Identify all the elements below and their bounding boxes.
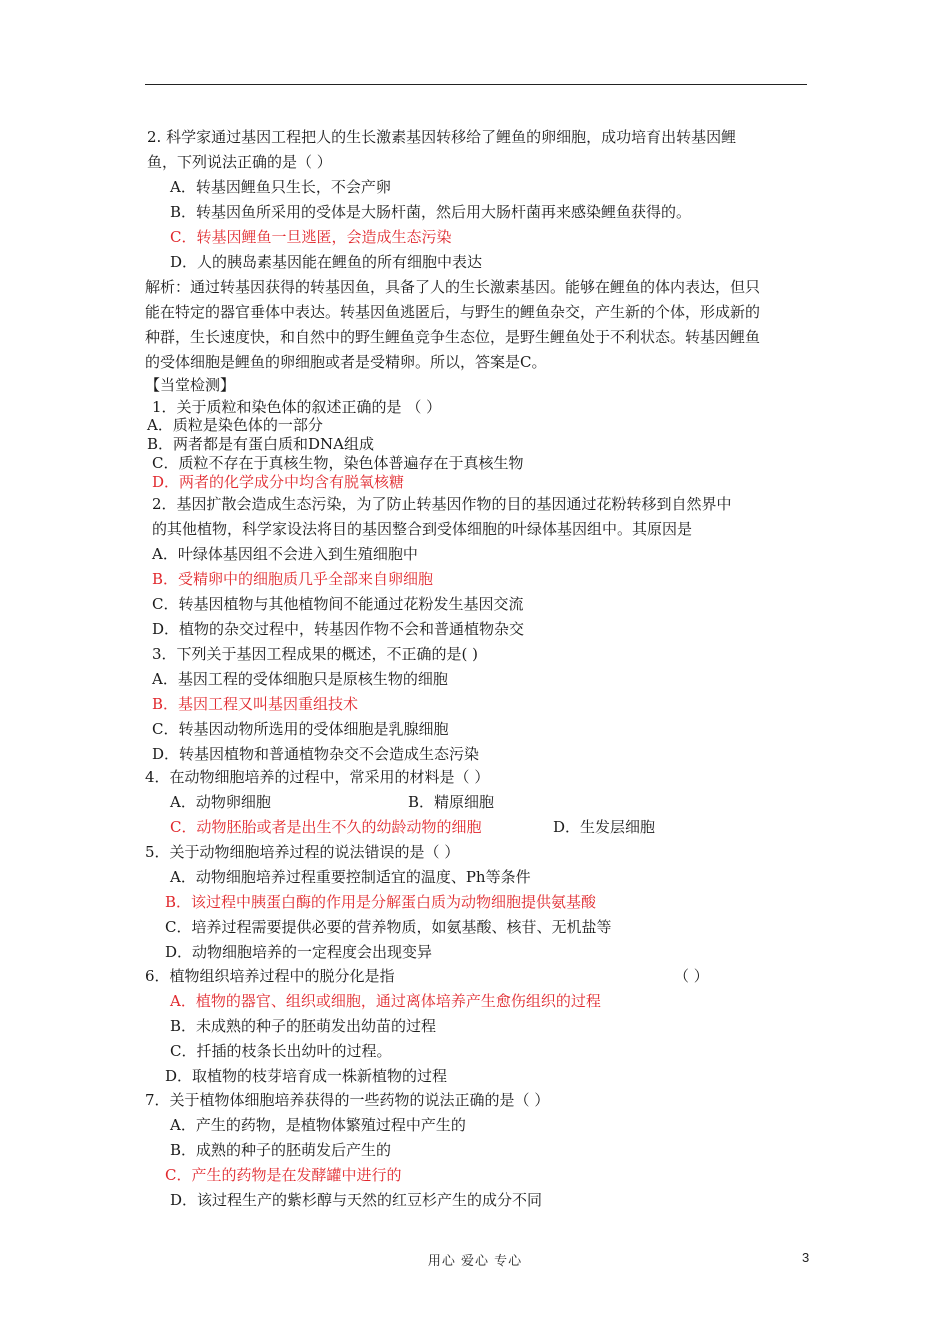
- text-line: B．两者都是有蛋白质和DNA组成: [147, 435, 375, 453]
- text-line: C．转基因动物所选用的受体细胞是乳腺细胞: [152, 720, 449, 738]
- header-rule: [145, 84, 807, 85]
- text-line: D．动物细胞培养的一定程度会出现变异: [165, 943, 433, 961]
- text-line: D．该过程生产的紫杉醇与天然的红豆杉产生的成分不同: [170, 1191, 543, 1209]
- text-line: B．精原细胞: [408, 793, 495, 811]
- text-line: 3．下列关于基因工程成果的概述，不正确的是( ): [152, 645, 479, 663]
- text-line: 鱼，下列说法正确的是（ ）: [147, 153, 332, 171]
- text-line: B．未成熟的种子的胚萌发出幼苗的过程: [170, 1017, 437, 1035]
- text-line: C．转基因植物与其他植物间不能通过花粉发生基因交流: [152, 595, 524, 613]
- text-line: C．动物胚胎或者是出生不久的幼龄动物的细胞: [170, 818, 482, 836]
- text-line: 能在特定的器官垂体中表达。转基因鱼逃匿后，与野生的鲤鱼杂交，产生新的个体，形成新的: [145, 303, 761, 321]
- text-line: D．人的胰岛素基因能在鲤鱼的所有细胞中表达: [170, 253, 483, 271]
- text-line: A．叶绿体基因组不会进入到生殖细胞中: [152, 545, 418, 563]
- text-line: 4．在动物细胞培养的过程中，常采用的材料是（ ）: [145, 768, 490, 786]
- text-line: （ ）: [674, 967, 709, 985]
- text-line: A．产生的药物，是植物体繁殖过程中产生的: [170, 1116, 466, 1134]
- text-line: 的其他植物，科学家设法将目的基因整合到受体细胞的叶绿体基因组中。其原因是: [152, 520, 693, 538]
- text-line: 6．植物组织培养过程中的脱分化是指: [145, 967, 395, 985]
- text-line: C．产生的药物是在发酵罐中进行的: [165, 1166, 402, 1184]
- text-line: A．质粒是染色体的一部分: [147, 416, 323, 434]
- text-line: A．动物卵细胞: [170, 793, 271, 811]
- text-line: 解析：通过转基因获得的转基因鱼，具备了人的生长激素基因。能够在鲤鱼的体内表达，但只: [145, 278, 761, 296]
- text-line: 【当堂检测】: [145, 376, 236, 394]
- text-line: B．受精卵中的细胞质几乎全部来自卵细胞: [152, 570, 434, 588]
- footer-motto: 用心 爱心 专心: [427, 1254, 523, 1269]
- text-line: C．扦插的枝条长出幼叶的过程。: [170, 1042, 392, 1060]
- text-line: B．该过程中胰蛋白酶的作用是分解蛋白质为动物细胞提供氨基酸: [165, 893, 597, 911]
- text-line: D．生发层细胞: [553, 818, 656, 836]
- text-line: A．转基因鲤鱼只生长，不会产卵: [170, 178, 391, 196]
- page-number: 3: [802, 1250, 810, 1265]
- text-line: 7．关于植物体细胞培养获得的一些药物的说法正确的是（ ）: [145, 1091, 550, 1109]
- text-line: B．成熟的种子的胚萌发后产生的: [170, 1141, 392, 1159]
- text-line: B．基因工程又叫基因重组技术: [152, 695, 359, 713]
- text-line: 种群，生长速度快，和自然中的野生鲤鱼竞争生态位，是野生鲤鱼处于不利状态。转基因鲤鱼: [145, 328, 761, 346]
- text-line: A．动物细胞培养过程重要控制适宜的温度、Ph等条件: [170, 868, 531, 886]
- text-line: C．培养过程需要提供必要的营养物质，如氨基酸、核苷、无机盐等: [165, 918, 612, 936]
- text-line: 2. 科学家通过基因工程把人的生长激素基因转移给了鲤鱼的卵细胞，成功培育出转基因鲤: [147, 128, 737, 146]
- text-line: 的受体细胞是鲤鱼的卵细胞或者是受精卵。所以，答案是C。: [145, 353, 547, 371]
- text-line: D．植物的杂交过程中，转基因作物不会和普通植物杂交: [152, 620, 525, 638]
- text-line: A．基因工程的受体细胞只是原核生物的细胞: [152, 670, 448, 688]
- text-line: D．两者的化学成分中均含有脱氧核糖: [152, 473, 405, 491]
- text-line: D．转基因植物和普通植物杂交不会造成生态污染: [152, 745, 480, 763]
- text-line: 2．基因扩散会造成生态污染，为了防止转基因作物的目的基因通过花粉转移到自然界中: [152, 495, 732, 513]
- text-line: 5．关于动物细胞培养过程的说法错误的是（ ）: [145, 843, 460, 861]
- text-line: C．质粒不存在于真核生物，染色体普遍存在于真核生物: [152, 454, 524, 472]
- text-line: 1．关于质粒和染色体的叙述正确的是 （ ）: [152, 398, 442, 416]
- text-line: D．取植物的枝芽培育成一株新植物的过程: [165, 1067, 448, 1085]
- text-line: B．转基因鱼所采用的受体是大肠杆菌，然后用大肠杆菌再来感染鲤鱼获得的。: [170, 203, 692, 221]
- text-line: C．转基因鲤鱼一旦逃匿，会造成生态污染: [170, 228, 452, 246]
- text-line: A．植物的器官、组织或细胞，通过离体培养产生愈伤组织的过程: [170, 992, 601, 1010]
